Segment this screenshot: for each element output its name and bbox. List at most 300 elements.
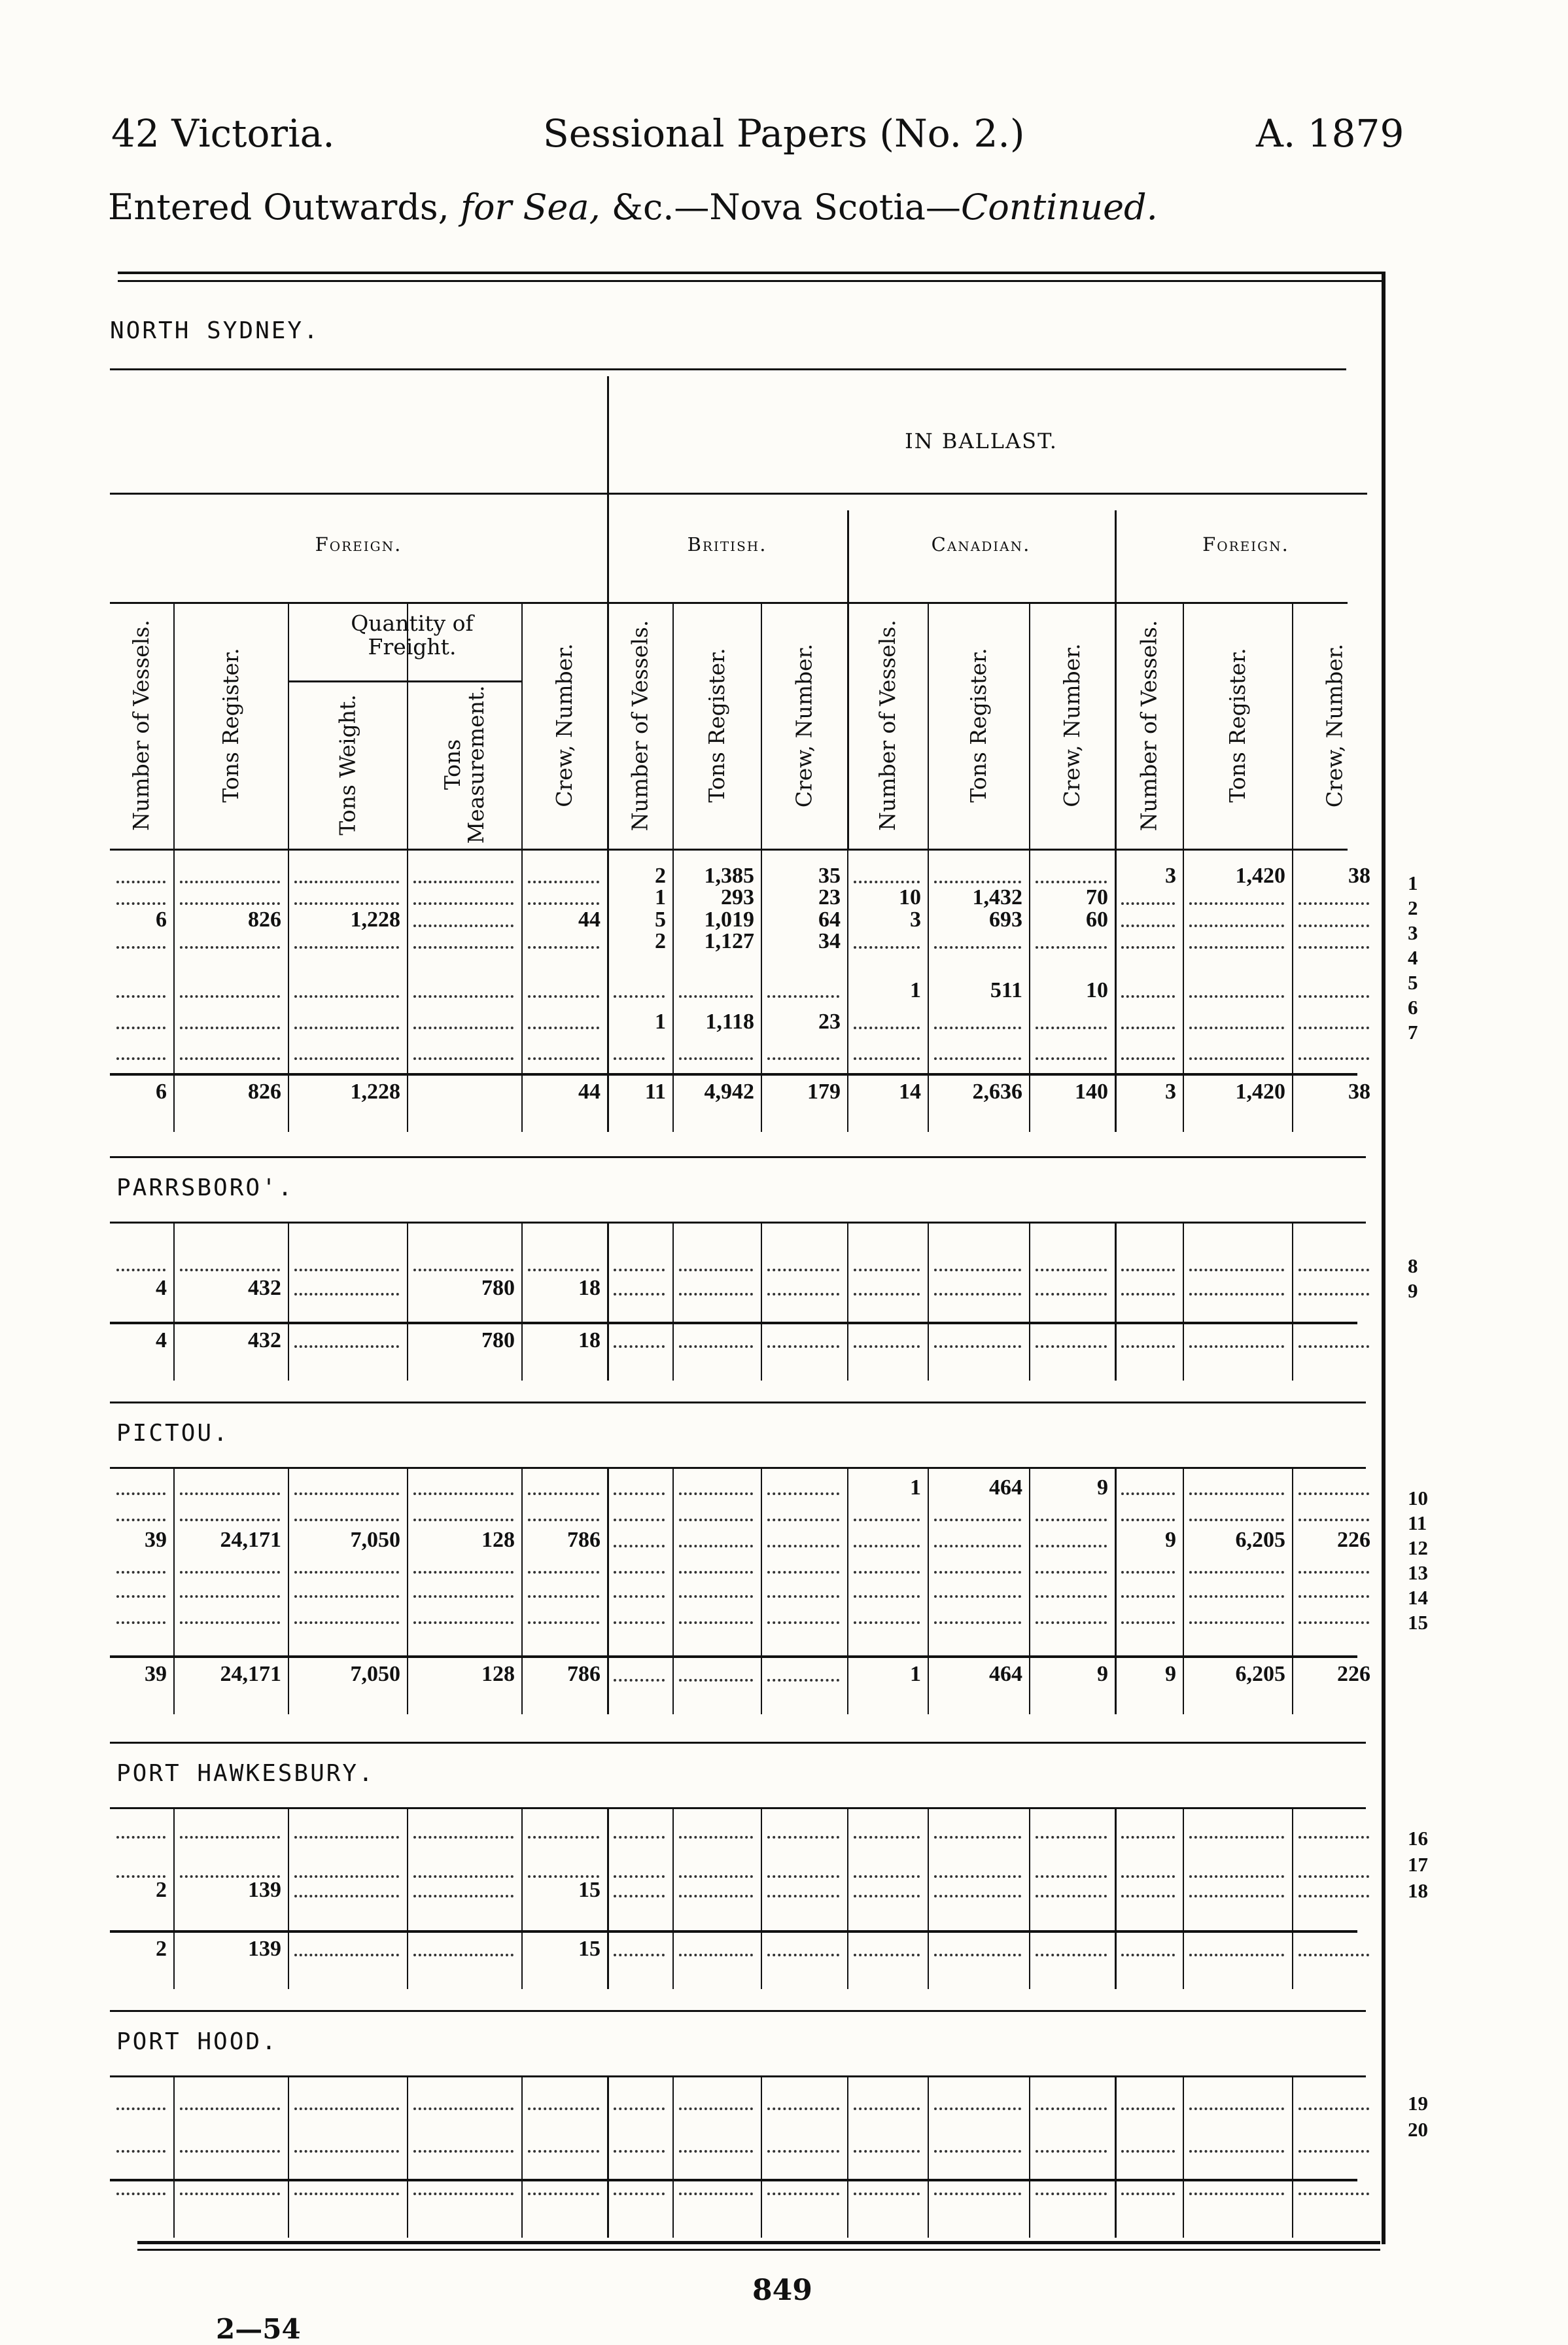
section-top-rule — [110, 1742, 1366, 1744]
dot-leader — [1036, 1875, 1107, 1878]
dot-leader — [180, 1057, 280, 1060]
dot-leader — [413, 1895, 514, 1897]
header-left: 42 Victoria. — [111, 111, 335, 156]
column-header-0: Number of Vessels. — [128, 620, 154, 831]
dot-leader — [116, 995, 166, 998]
dot-leader — [934, 1571, 1021, 1574]
dot-leader — [294, 1027, 399, 1029]
column-divider — [607, 1469, 609, 1714]
dot-leader — [1036, 1027, 1107, 1029]
dot-leader — [614, 1954, 665, 1956]
dot-leader — [1189, 1269, 1284, 1271]
column-divider — [173, 1469, 175, 1714]
total-cell: 826 — [248, 1080, 281, 1104]
dot-leader — [1189, 2193, 1284, 2195]
dot-leader — [413, 1954, 514, 1956]
column-divider — [1029, 602, 1030, 849]
table-cell: 60 — [1086, 908, 1108, 932]
total-cell: 1,420 — [1235, 1080, 1285, 1104]
dot-leader — [934, 1621, 1021, 1624]
dot-leader — [1121, 902, 1175, 905]
column-header-12: Tons Register. — [1224, 648, 1250, 803]
dot-leader — [934, 1027, 1021, 1029]
dot-leader — [528, 1519, 599, 1521]
dot-leader — [116, 1027, 166, 1029]
dot-leader — [614, 1895, 665, 1897]
dot-leader — [294, 1836, 399, 1839]
total-cell: 4 — [156, 1328, 167, 1352]
group-foreign-cargo: Foreign. — [315, 533, 402, 555]
column-divider — [928, 1809, 929, 1989]
dot-leader — [116, 1621, 166, 1624]
column-divider — [1029, 851, 1030, 1132]
dot-leader — [679, 1519, 753, 1521]
table-top-rule-2 — [118, 280, 1384, 282]
table-cell: 4 — [156, 1276, 167, 1300]
column-divider — [1115, 1469, 1117, 1714]
dot-leader — [679, 1954, 753, 1956]
dot-leader — [934, 2107, 1021, 2110]
table-cell: 23 — [818, 885, 841, 909]
dot-leader — [413, 1269, 514, 1271]
section-bottom-rule — [110, 2179, 1357, 2181]
dot-leader — [528, 881, 599, 883]
table-cell: 1,228 — [350, 908, 400, 932]
freight-rule — [288, 680, 521, 682]
dot-leader — [413, 1057, 514, 1060]
dot-leader — [679, 1269, 753, 1271]
dot-leader — [1298, 1027, 1369, 1029]
dot-leader — [413, 995, 514, 998]
dot-leader — [1036, 1545, 1107, 1547]
dot-leader — [1298, 1875, 1369, 1878]
column-divider — [1292, 2077, 1293, 2238]
dot-leader — [528, 2193, 599, 2195]
dot-leader — [934, 1345, 1021, 1348]
section-top-rule — [110, 1156, 1366, 1158]
column-divider — [928, 851, 929, 1132]
dot-leader — [767, 1269, 839, 1271]
column-divider — [1292, 851, 1293, 1132]
dot-leader — [614, 1545, 665, 1547]
column-divider — [1115, 602, 1116, 849]
dot-leader — [767, 1519, 839, 1521]
dot-leader — [934, 1875, 1021, 1878]
dot-leader — [854, 2193, 920, 2195]
dot-leader — [614, 1492, 665, 1495]
table-cell: 7,050 — [350, 1528, 400, 1552]
table-cell: 2 — [655, 929, 666, 953]
table-cell: 3 — [1165, 864, 1176, 888]
dot-leader — [1298, 902, 1369, 905]
dot-leader — [1298, 1895, 1369, 1897]
dot-leader — [294, 1895, 399, 1897]
dot-leader — [413, 881, 514, 883]
dot-leader — [934, 1895, 1021, 1897]
dot-leader — [528, 1057, 599, 1060]
dot-leader — [528, 1621, 599, 1624]
dot-leader — [767, 1492, 839, 1495]
row-number: 2 — [1408, 896, 1418, 919]
dot-leader — [1189, 1875, 1284, 1878]
row-number: 15 — [1408, 1611, 1428, 1634]
dot-leader — [116, 1057, 166, 1060]
column-divider — [1029, 1809, 1030, 1989]
dot-leader — [614, 1293, 665, 1296]
dot-leader — [1298, 1293, 1369, 1296]
total-cell: 6,205 — [1235, 1662, 1285, 1686]
dot-leader — [180, 1492, 280, 1495]
table-cell: 1 — [910, 1475, 921, 1500]
dot-leader — [180, 902, 280, 905]
row-number: 12 — [1408, 1536, 1428, 1559]
dot-leader — [767, 1836, 839, 1839]
dot-leader — [1121, 1954, 1175, 1956]
dot-leader — [1189, 1621, 1284, 1624]
dot-leader — [1121, 2193, 1175, 2195]
dot-leader — [679, 1679, 753, 1682]
row-number: 4 — [1408, 946, 1418, 969]
dot-leader — [1189, 2150, 1284, 2153]
dot-leader — [854, 1895, 920, 1897]
dot-leader — [528, 946, 599, 949]
column-divider — [521, 1224, 523, 1381]
dot-leader — [1121, 2107, 1175, 2110]
total-cell: 139 — [248, 1937, 281, 1961]
total-cell: 3 — [1165, 1080, 1176, 1104]
dot-leader — [614, 1836, 665, 1839]
section-label: PICTOU. — [116, 1420, 230, 1447]
dot-leader — [934, 2193, 1021, 2195]
dot-leader — [1121, 1057, 1175, 1060]
dot-leader — [413, 902, 514, 905]
dot-leader — [528, 2150, 599, 2153]
dot-leader — [767, 2150, 839, 2153]
column-divider — [672, 1469, 674, 1714]
column-header-6: Tons Register. — [703, 648, 729, 803]
table-cell: 2 — [156, 1878, 167, 1902]
table-cell: 432 — [248, 1276, 281, 1300]
table-cell: 6 — [156, 908, 167, 932]
table-cell: 35 — [818, 864, 841, 888]
dot-leader — [294, 1519, 399, 1521]
subtitle-italic-continued: Continued. — [960, 186, 1158, 228]
dot-leader — [528, 1492, 599, 1495]
column-header-7: Crew, Number. — [791, 643, 816, 807]
column-divider — [761, 1809, 762, 1989]
dot-leader — [679, 1345, 753, 1348]
column-header-bottom-rule — [110, 849, 1348, 851]
dot-leader — [1298, 1492, 1369, 1495]
dot-leader — [934, 881, 1021, 883]
dot-leader — [934, 1293, 1021, 1296]
dot-leader — [1036, 1057, 1107, 1060]
dot-leader — [294, 2107, 399, 2110]
dot-leader — [934, 1954, 1021, 1956]
row-number: 8 — [1408, 1254, 1418, 1277]
subtitle-italic-sea: Sea, — [523, 186, 601, 228]
total-cell: 2 — [156, 1937, 167, 1961]
dot-leader — [116, 2193, 166, 2195]
row-number: 18 — [1408, 1879, 1428, 1902]
dot-leader — [413, 946, 514, 949]
column-divider — [407, 851, 408, 1132]
table-cell: 226 — [1337, 1528, 1370, 1552]
dot-leader — [1298, 1595, 1369, 1598]
column-divider — [761, 851, 762, 1132]
section-header-rule — [110, 1807, 1366, 1809]
total-cell: 786 — [567, 1662, 601, 1686]
dot-leader — [679, 1895, 753, 1897]
north-sydney-rule — [110, 368, 1346, 370]
column-divider — [288, 1809, 289, 1989]
column-divider — [173, 851, 175, 1132]
dot-leader — [679, 1621, 753, 1624]
dot-leader — [854, 2107, 920, 2110]
table-cell: 786 — [567, 1528, 601, 1552]
dot-leader — [1189, 1345, 1284, 1348]
total-cell: 18 — [578, 1328, 601, 1352]
column-divider — [1292, 1469, 1293, 1714]
dot-leader — [1189, 1293, 1284, 1296]
in-ballast-label: IN BALLAST. — [905, 429, 1058, 453]
total-cell: 7,050 — [350, 1662, 400, 1686]
dot-leader — [294, 1492, 399, 1495]
column-divider — [672, 602, 674, 849]
dot-leader — [767, 1571, 839, 1574]
row-number: 17 — [1408, 1853, 1428, 1876]
dot-leader — [767, 1057, 839, 1060]
dot-leader — [1189, 1571, 1284, 1574]
group-canadian: Canadian. — [931, 533, 1031, 555]
dot-leader — [767, 1345, 839, 1348]
table-cell: 3 — [910, 908, 921, 932]
dot-leader — [934, 1545, 1021, 1547]
dot-leader — [528, 1027, 599, 1029]
dot-leader — [1121, 946, 1175, 949]
column-divider — [607, 602, 608, 849]
dot-leader — [854, 1621, 920, 1624]
dot-leader — [1189, 1895, 1284, 1897]
table-cell: 64 — [818, 908, 841, 932]
dot-leader — [614, 1345, 665, 1348]
column-header-1: Tons Register. — [217, 648, 243, 803]
table-cell: 139 — [248, 1878, 281, 1902]
dot-leader — [854, 1836, 920, 1839]
column-divider — [928, 1469, 929, 1714]
dot-leader — [294, 1571, 399, 1574]
section-header-rule — [110, 2075, 1366, 2077]
table-cell: 39 — [145, 1528, 167, 1552]
table-cell: 826 — [248, 908, 281, 932]
table-cell: 44 — [578, 908, 601, 932]
dot-leader — [767, 1954, 839, 1956]
dot-leader — [854, 1345, 920, 1348]
dot-leader — [1036, 2107, 1107, 2110]
dot-leader — [614, 1595, 665, 1598]
quantity-of-freight-label: Quantity of Freight. — [351, 610, 474, 660]
total-cell: 4,942 — [704, 1080, 754, 1104]
page-subtitle — [108, 186, 1158, 228]
dot-leader — [767, 995, 839, 998]
dot-leader — [413, 1492, 514, 1495]
dot-leader — [413, 1027, 514, 1029]
total-cell: 11 — [644, 1080, 666, 1104]
dot-leader — [1189, 1057, 1284, 1060]
dot-leader — [180, 1836, 280, 1839]
table-bottom-rule — [137, 2241, 1380, 2244]
row-number: 14 — [1408, 1586, 1428, 1609]
row-number: 3 — [1408, 921, 1418, 944]
dot-leader — [116, 1519, 166, 1521]
column-header-2: Tons Weight. — [334, 694, 360, 836]
dot-leader — [1189, 1519, 1284, 1521]
dot-leader — [116, 2107, 166, 2110]
dot-leader — [679, 1492, 753, 1495]
dot-leader — [1298, 1836, 1369, 1839]
dot-leader — [1298, 1621, 1369, 1624]
dot-leader — [528, 1269, 599, 1271]
column-divider — [607, 1224, 609, 1381]
dot-leader — [413, 1836, 514, 1839]
dot-leader — [413, 2107, 514, 2110]
dot-leader — [116, 1836, 166, 1839]
column-divider — [1183, 1469, 1184, 1714]
dot-leader — [1036, 1269, 1107, 1271]
section-label: PORT HOOD. — [116, 2028, 278, 2055]
dot-leader — [1298, 1345, 1369, 1348]
dot-leader — [180, 995, 280, 998]
dot-leader — [413, 2150, 514, 2153]
column-divider — [407, 1809, 408, 1989]
dot-leader — [1036, 1519, 1107, 1521]
dot-leader — [1121, 925, 1175, 927]
total-cell: 2,636 — [972, 1080, 1022, 1104]
dot-leader — [679, 1836, 753, 1839]
dot-leader — [767, 1293, 839, 1296]
subtitle-mid: &c.—Nova Scotia— — [611, 186, 961, 228]
dot-leader — [1189, 1492, 1284, 1495]
dot-leader — [116, 1492, 166, 1495]
column-header-9: Tons Register. — [965, 648, 991, 803]
dot-leader — [1121, 1269, 1175, 1271]
total-cell: 179 — [807, 1080, 841, 1104]
total-cell: 1,228 — [350, 1080, 400, 1104]
dot-leader — [294, 1595, 399, 1598]
column-divider — [1115, 2077, 1117, 2238]
dot-leader — [1189, 1954, 1284, 1956]
dot-leader — [116, 1595, 166, 1598]
dot-leader — [767, 1621, 839, 1624]
table-cell: 511 — [990, 978, 1022, 1002]
dot-leader — [767, 1875, 839, 1878]
dot-leader — [614, 1057, 665, 1060]
dot-leader — [1036, 1836, 1107, 1839]
table-cell: 10 — [899, 885, 921, 909]
dot-leader — [1036, 2193, 1107, 2195]
dot-leader — [413, 925, 514, 927]
dot-leader — [1121, 1621, 1175, 1624]
column-divider — [1183, 602, 1184, 849]
column-divider — [1292, 602, 1293, 849]
dot-leader — [854, 1519, 920, 1521]
section-top-rule — [110, 1402, 1366, 1403]
dot-leader — [767, 2193, 839, 2195]
column-divider — [928, 602, 929, 849]
column-header-10: Crew, Number. — [1058, 643, 1085, 807]
total-cell: 39 — [145, 1662, 167, 1686]
column-divider — [288, 1224, 289, 1381]
dot-leader — [413, 1519, 514, 1521]
dot-leader — [116, 1269, 166, 1271]
column-divider — [607, 2077, 609, 2238]
column-divider — [173, 2077, 175, 2238]
dot-leader — [1121, 1293, 1175, 1296]
dot-leader — [614, 1519, 665, 1521]
section-header-rule — [110, 1222, 1366, 1224]
dot-leader — [180, 1571, 280, 1574]
dot-leader — [767, 2107, 839, 2110]
total-cell: 24,171 — [220, 1662, 281, 1686]
dot-leader — [528, 1571, 599, 1574]
table-cell: 1,385 — [704, 864, 754, 888]
dot-leader — [1189, 1836, 1284, 1839]
dot-leader — [854, 1571, 920, 1574]
dot-leader — [1121, 995, 1175, 998]
dot-leader — [679, 995, 753, 998]
total-cell: 140 — [1075, 1080, 1108, 1104]
column-divider — [521, 2077, 523, 2238]
dot-leader — [614, 1269, 665, 1271]
column-divider — [521, 602, 523, 849]
row-number: 1 — [1408, 872, 1418, 894]
column-divider — [1115, 851, 1117, 1132]
column-divider — [1115, 1809, 1117, 1989]
group-british: British. — [687, 533, 767, 555]
table-cell: 464 — [989, 1475, 1022, 1500]
dot-leader — [1036, 881, 1107, 883]
column-divider — [521, 1809, 523, 1989]
dot-leader — [1189, 2107, 1284, 2110]
dot-leader — [679, 2150, 753, 2153]
dot-leader — [614, 1621, 665, 1624]
dot-leader — [180, 1621, 280, 1624]
dot-leader — [413, 1875, 514, 1878]
dot-leader — [1036, 1345, 1107, 1348]
column-divider — [1183, 1224, 1184, 1381]
dot-leader — [1121, 1571, 1175, 1574]
dot-leader — [116, 1571, 166, 1574]
column-header-13: Crew, Number. — [1321, 643, 1347, 807]
column-divider — [173, 1224, 175, 1381]
dot-leader — [679, 1293, 753, 1296]
dot-leader — [180, 2107, 280, 2110]
dot-leader — [1189, 1027, 1284, 1029]
dot-leader — [854, 946, 920, 949]
dot-leader — [1121, 1345, 1175, 1348]
column-divider — [607, 851, 609, 1132]
column-divider — [288, 2077, 289, 2238]
column-divider — [407, 2077, 408, 2238]
column-divider — [521, 851, 523, 1132]
column-divider — [761, 2077, 762, 2238]
row-number: 7 — [1408, 1021, 1418, 1044]
column-divider — [761, 1469, 762, 1714]
column-divider — [288, 602, 289, 849]
total-rule — [110, 1322, 1357, 1324]
dot-leader — [1121, 2150, 1175, 2153]
dot-leader — [294, 946, 399, 949]
